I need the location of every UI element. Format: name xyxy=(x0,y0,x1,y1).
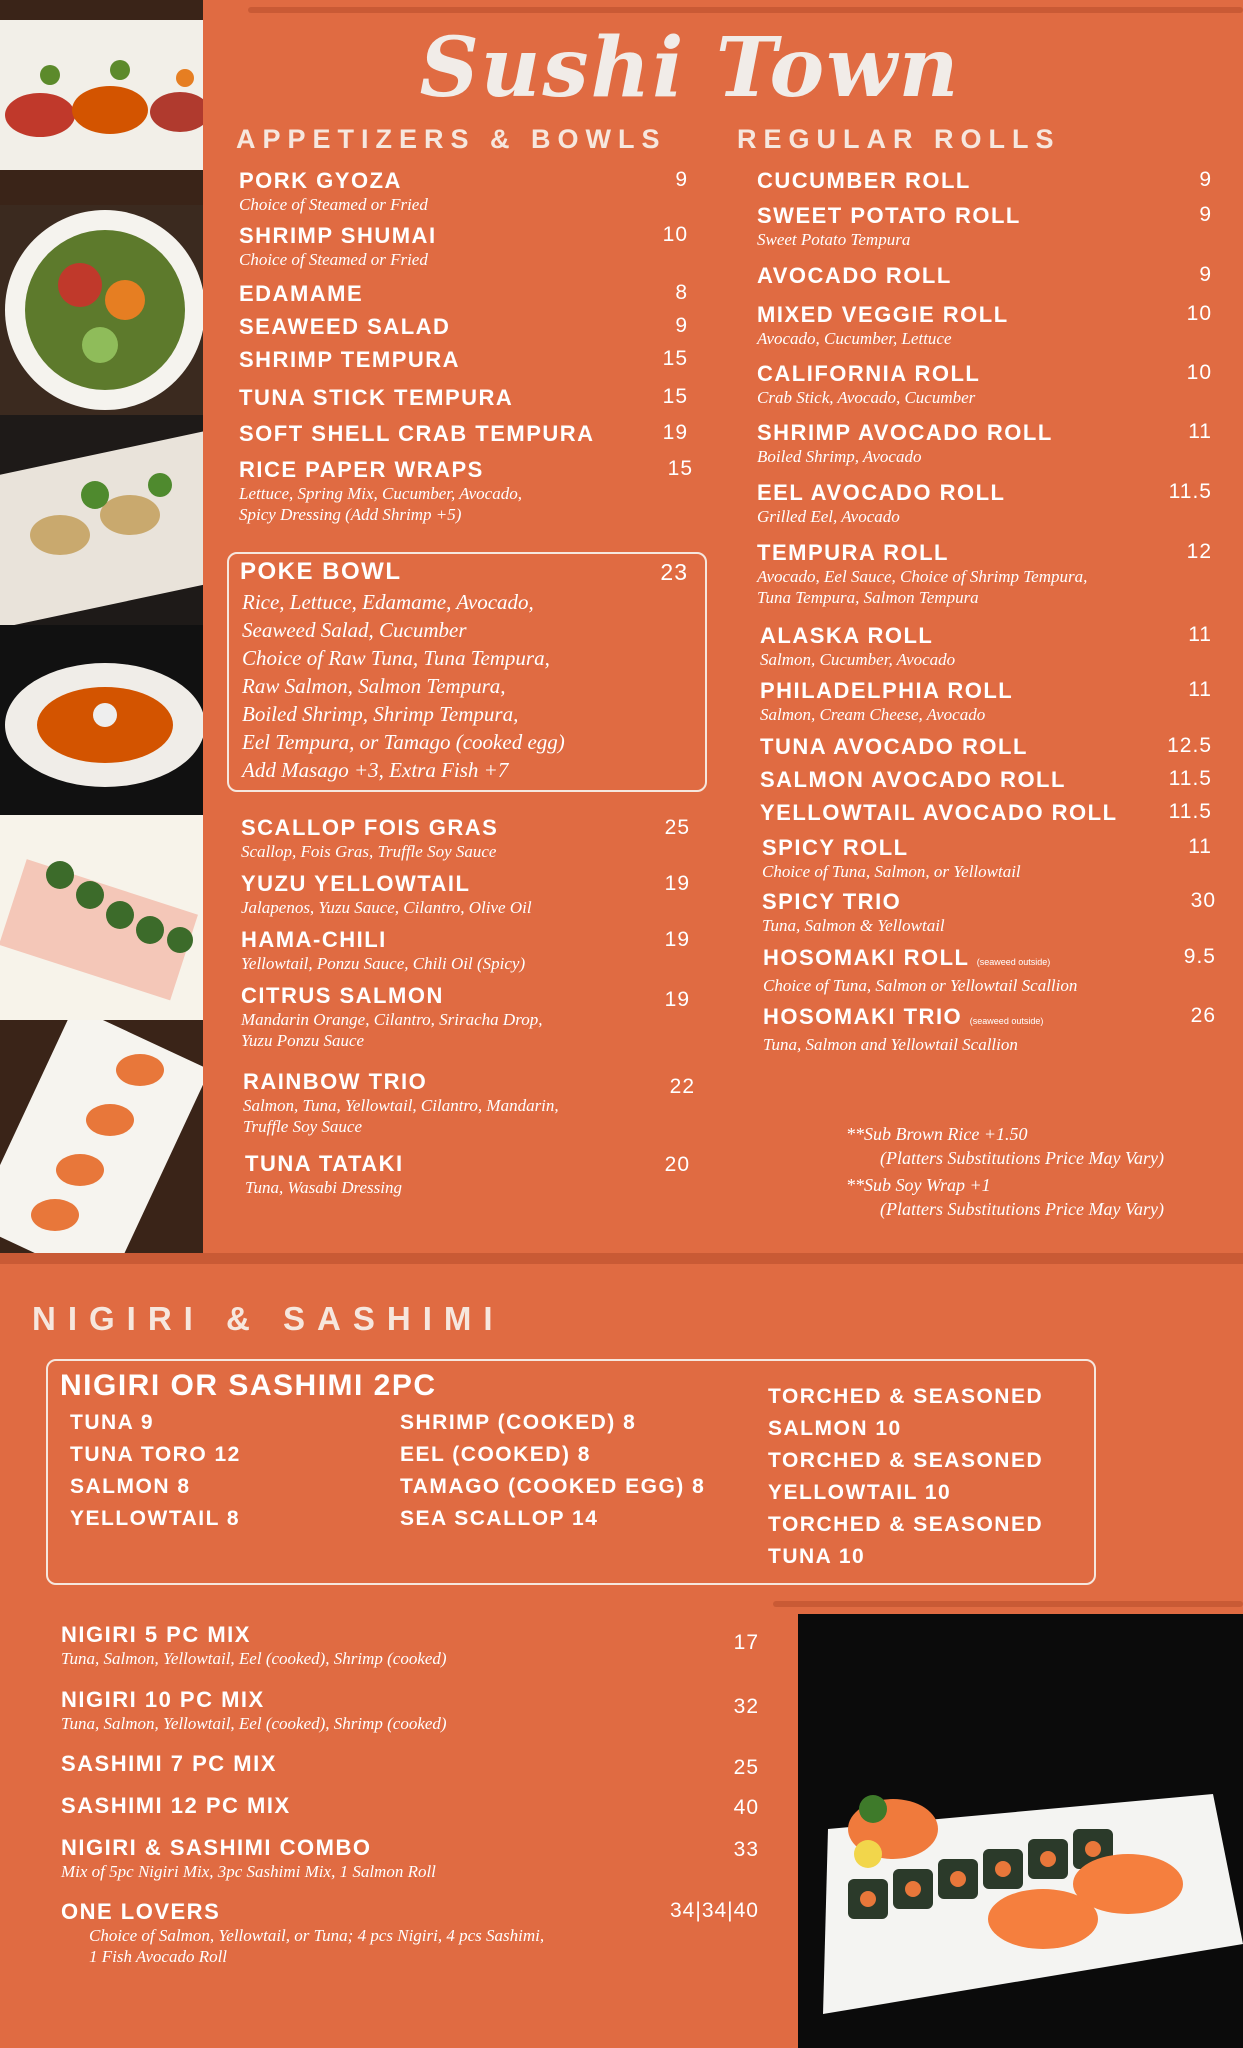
item-desc: Crab Stick, Avocado, Cucumber xyxy=(757,388,976,407)
menu-item xyxy=(760,734,1028,760)
item-price: 9 xyxy=(1199,263,1212,286)
item-desc: Boiled Shrimp, Avocado xyxy=(757,447,922,466)
item-name: TEMPURA ROLL xyxy=(757,540,949,565)
item-name: SCALLOP FOIS GRAS xyxy=(241,815,499,840)
item-name: SHRIMP SHUMAI xyxy=(239,223,437,248)
item-price: 32 xyxy=(733,1695,759,1718)
item-name: SOFT SHELL CRAB TEMPURA xyxy=(239,421,595,446)
item-note: (seaweed outside) xyxy=(969,1016,1044,1026)
sushi-platter-photo xyxy=(798,1614,1243,2048)
item-desc: Avocado, Cucumber, Lettuce xyxy=(757,329,952,348)
item-name: SHRIMP AVOCADO ROLL xyxy=(757,420,1053,445)
nigiri-item: SEA SCALLOP 14 xyxy=(400,1507,599,1530)
menu-item xyxy=(763,945,1213,996)
item-name: YELLOWTAIL AVOCADO ROLL xyxy=(760,800,1118,825)
item-desc: Tuna Tempura, Salmon Tempura xyxy=(757,588,979,607)
note-line: **Sub Brown Rice +1.50 xyxy=(846,1124,1028,1144)
item-name: SWEET POTATO ROLL xyxy=(757,203,1021,228)
item-name: SEAWEED SALAD xyxy=(239,314,451,339)
item-name: CUCUMBER ROLL xyxy=(757,168,971,193)
menu-item xyxy=(757,263,952,289)
item-name: TUNA TATAKI xyxy=(245,1151,404,1176)
item-price: 10 xyxy=(1186,361,1212,384)
item-desc: Choice of Tuna, Salmon or Yellowtail Scallion xyxy=(763,976,1078,995)
rolls-heading: REGULAR ROLLS xyxy=(737,124,1061,154)
item-desc: Jalapenos, Yuzu Sauce, Cilantro, Olive Oil xyxy=(241,898,532,917)
item-name xyxy=(763,1004,1213,1034)
item-desc: Sweet Potato Tempura xyxy=(757,230,911,249)
item-price: 34|34|40 xyxy=(670,1899,759,1922)
menu-item xyxy=(239,421,595,447)
nigiri-item: TUNA 9 xyxy=(70,1411,155,1434)
nigiri-item: EEL (COOKED) 8 xyxy=(400,1443,591,1466)
item-price: 12.5 xyxy=(1167,734,1212,757)
item-name: YUZU YELLOWTAIL xyxy=(241,871,471,896)
nigiri-item: TORCHED & SEASONED xyxy=(768,1513,1044,1536)
item-desc: Yuzu Ponzu Sauce xyxy=(241,1031,365,1050)
item-price: 33 xyxy=(733,1838,759,1861)
menu-item xyxy=(239,281,363,307)
menu-item xyxy=(762,889,1202,936)
nigiri-item: TORCHED & SEASONED xyxy=(768,1385,1044,1408)
menu-item xyxy=(757,302,1197,349)
item-name: SPICY TRIO xyxy=(762,889,902,914)
poke-bowl-photo xyxy=(0,205,203,415)
item-price: 10 xyxy=(1186,302,1212,325)
item-desc: Scallop, Fois Gras, Truffle Soy Sauce xyxy=(241,842,497,861)
poke-bowl-price: 23 xyxy=(660,559,688,585)
item-price: 19 xyxy=(664,988,690,1011)
item-price: 9 xyxy=(675,168,688,191)
item-price: 9 xyxy=(1199,168,1212,191)
menu-item xyxy=(757,420,1197,467)
restaurant-title: Sushi Town xyxy=(419,20,961,116)
photo-strip xyxy=(0,0,203,1254)
item-name-text: HOSOMAKI TRIO xyxy=(763,1004,963,1029)
item-price: 17 xyxy=(733,1631,759,1654)
item-price: 9 xyxy=(1199,203,1212,226)
ceviche-bowl-photo xyxy=(0,625,203,815)
salmon-nigiri-photo xyxy=(0,1020,203,1254)
note-line: (Platters Substitutions Price May Vary) xyxy=(880,1199,1164,1219)
item-price: 25 xyxy=(664,816,690,839)
item-name: NIGIRI & SASHIMI COMBO xyxy=(61,1835,372,1860)
menu-item xyxy=(61,1751,277,1777)
item-price: 20 xyxy=(664,1153,690,1176)
menu-item xyxy=(241,983,701,1051)
poke-line: Raw Salmon, Salmon Tempura, xyxy=(242,674,506,698)
menu-item xyxy=(239,168,689,215)
menu-item xyxy=(241,815,701,862)
menu-item xyxy=(239,314,450,340)
item-price: 11.5 xyxy=(1168,480,1212,503)
item-price: 15 xyxy=(662,385,688,408)
poke-line: Boiled Shrimp, Shrimp Tempura, xyxy=(242,702,519,726)
item-desc: Choice of Salmon, Yellowtail, or Tuna; 4 pcs Nigiri, 4 pcs Sashimi, xyxy=(89,1926,545,1945)
nigiri-item: YELLOWTAIL 10 xyxy=(768,1481,952,1504)
menu-item xyxy=(241,927,701,974)
item-price: 11 xyxy=(1188,420,1212,443)
item-price: 15 xyxy=(662,347,688,370)
nigiri-item: YELLOWTAIL 8 xyxy=(70,1507,241,1530)
poke-line: Choice of Raw Tuna, Tuna Tempura, xyxy=(242,646,550,670)
item-name: EDAMAME xyxy=(239,281,364,306)
item-name: AVOCADO ROLL xyxy=(757,263,952,288)
menu-item xyxy=(61,1899,701,1967)
item-name xyxy=(763,945,1213,975)
menu-item xyxy=(245,1151,705,1198)
item-name: SASHIMI 7 PC MIX xyxy=(61,1751,277,1776)
nigiri-item: SHRIMP (COOKED) 8 xyxy=(400,1411,637,1434)
menu-item xyxy=(241,871,701,918)
poke-line: Seaweed Salad, Cucumber xyxy=(242,618,467,642)
item-desc: Salmon, Cucumber, Avocado xyxy=(760,650,956,669)
item-desc: Spicy Dressing (Add Shrimp +5) xyxy=(239,505,462,524)
poke-line: Rice, Lettuce, Edamame, Avocado, xyxy=(242,590,534,614)
item-name: SPICY ROLL xyxy=(762,835,909,860)
item-desc: 1 Fish Avocado Roll xyxy=(89,1947,228,1966)
item-price: 25 xyxy=(733,1756,759,1779)
menu-item xyxy=(762,835,1202,882)
item-price: 30 xyxy=(1190,889,1216,912)
item-price: 11.5 xyxy=(1168,767,1212,790)
item-desc: Grilled Eel, Avocado xyxy=(757,507,900,526)
photo-accent-line xyxy=(773,1601,1243,1607)
item-desc: Tuna, Salmon & Yellowtail xyxy=(762,916,945,935)
item-price: 11.5 xyxy=(1168,800,1212,823)
item-price: 10 xyxy=(662,223,688,246)
menu-item xyxy=(760,678,1200,725)
item-desc: Choice of Steamed or Fried xyxy=(239,250,428,269)
nigiri-item: TAMAGO (COOKED EGG) 8 xyxy=(400,1475,706,1498)
menu-item xyxy=(757,361,1197,408)
item-name: SASHIMI 12 PC MIX xyxy=(61,1793,291,1818)
item-name: NIGIRI 10 PC MIX xyxy=(61,1687,265,1712)
menu-item xyxy=(61,1622,701,1669)
item-name: RICE PAPER WRAPS xyxy=(239,457,484,482)
menu-item xyxy=(757,203,1197,250)
menu-item xyxy=(61,1793,291,1819)
item-name: ALASKA ROLL xyxy=(760,623,934,648)
item-name: NIGIRI 5 PC MIX xyxy=(61,1622,251,1647)
item-name: SHRIMP TEMPURA xyxy=(239,347,461,372)
menu-item xyxy=(61,1835,701,1882)
item-name: CITRUS SALMON xyxy=(241,983,444,1008)
menu-item xyxy=(760,623,1200,670)
carpaccio-photo xyxy=(0,415,203,625)
item-name: PHILADELPHIA ROLL xyxy=(760,678,1014,703)
item-name: PORK GYOZA xyxy=(239,168,402,193)
nigiri-item: SALMON 10 xyxy=(768,1417,902,1440)
item-name-text: HOSOMAKI ROLL xyxy=(763,945,970,970)
item-price: 26 xyxy=(1190,1004,1216,1027)
nigiri-item: SALMON 8 xyxy=(70,1475,191,1498)
menu-item xyxy=(760,767,1066,793)
item-name: EEL AVOCADO ROLL xyxy=(757,480,1006,505)
item-name: RAINBOW TRIO xyxy=(243,1069,428,1094)
poke-bowl-name: POKE BOWL xyxy=(240,558,402,585)
item-price: 22 xyxy=(669,1075,695,1098)
note-line: (Platters Substitutions Price May Vary) xyxy=(880,1148,1164,1168)
menu-item xyxy=(757,480,1197,527)
item-price: 19 xyxy=(664,928,690,951)
item-price: 19 xyxy=(662,421,688,444)
menu-item xyxy=(239,223,689,270)
item-price: 11 xyxy=(1188,623,1212,646)
item-desc: Lettuce, Spring Mix, Cucumber, Avocado, xyxy=(239,484,522,503)
item-price: 11 xyxy=(1188,835,1212,858)
item-desc: Mandarin Orange, Cilantro, Sriracha Drop, xyxy=(241,1010,543,1029)
nigiri-item: TORCHED & SEASONED xyxy=(768,1449,1044,1472)
item-note: (seaweed outside) xyxy=(976,957,1051,967)
top-accent-line xyxy=(248,7,1243,13)
item-price: 11 xyxy=(1188,678,1212,701)
menu-item xyxy=(760,800,1118,826)
nigiri-box-title: NIGIRI OR SASHIMI 2PC xyxy=(60,1369,437,1402)
item-desc: Truffle Soy Sauce xyxy=(243,1117,362,1136)
item-desc: Yellowtail, Ponzu Sauce, Chili Oil (Spicy) xyxy=(241,954,526,973)
nigiri-item: TUNA TORO 12 xyxy=(70,1443,241,1466)
item-price: 40 xyxy=(733,1796,759,1819)
item-name: MIXED VEGGIE ROLL xyxy=(757,302,1009,327)
item-price: 12 xyxy=(1186,540,1212,563)
menu-item xyxy=(243,1069,703,1137)
menu-item xyxy=(757,540,1197,608)
yellowtail-jalapeno-photo xyxy=(0,815,203,1020)
item-desc: Tuna, Wasabi Dressing xyxy=(245,1178,402,1197)
item-desc: Salmon, Tuna, Yellowtail, Cilantro, Mandarin, xyxy=(243,1096,559,1115)
poke-line: Eel Tempura, or Tamago (cooked egg) xyxy=(242,730,565,754)
item-desc: Choice of Tuna, Salmon, or Yellowtail xyxy=(762,862,1021,881)
nigiri-item: TUNA 10 xyxy=(768,1545,866,1568)
item-price: 9.5 xyxy=(1183,945,1216,968)
menu-item xyxy=(61,1687,701,1734)
section-divider xyxy=(0,1253,1243,1264)
item-desc: Tuna, Salmon, Yellowtail, Eel (cooked), Shrimp (cooked) xyxy=(61,1714,447,1733)
nigiri-col-2 xyxy=(400,1407,705,1535)
item-desc: Tuna, Salmon, Yellowtail, Eel (cooked), Shrimp (cooked) xyxy=(61,1649,447,1668)
item-desc: Mix of 5pc Nigiri Mix, 3pc Sashimi Mix, 1 Salmon Roll xyxy=(61,1862,436,1881)
item-price: 8 xyxy=(675,281,688,304)
poke-bowl-description xyxy=(242,588,697,784)
item-desc: Avocado, Eel Sauce, Choice of Shrimp Tempura, xyxy=(757,567,1088,586)
menu-item xyxy=(239,347,460,373)
item-name: SALMON AVOCADO ROLL xyxy=(760,767,1066,792)
nigiri-col-1 xyxy=(70,1407,241,1535)
sashimi-plate-photo xyxy=(0,0,203,205)
note-line: **Sub Soy Wrap +1 xyxy=(846,1175,991,1195)
item-name: TUNA STICK TEMPURA xyxy=(239,385,514,410)
item-price: 15 xyxy=(667,457,693,480)
item-desc: Tuna, Salmon and Yellowtail Scallion xyxy=(763,1035,1018,1054)
item-name: ONE LOVERS xyxy=(61,1899,221,1924)
item-desc: Salmon, Cream Cheese, Avocado xyxy=(760,705,986,724)
menu-item xyxy=(757,168,1197,194)
item-price: 19 xyxy=(664,872,690,895)
item-name: TUNA AVOCADO ROLL xyxy=(760,734,1028,759)
item-name: CALIFORNIA ROLL xyxy=(757,361,981,386)
item-desc: Choice of Steamed or Fried xyxy=(239,195,428,214)
nigiri-col-3 xyxy=(768,1381,1043,1573)
appetizers-heading: APPETIZERS & BOWLS xyxy=(236,124,667,154)
item-name: HAMA-CHILI xyxy=(241,927,387,952)
menu-item xyxy=(763,1004,1213,1055)
item-price: 9 xyxy=(675,314,688,337)
poke-line: Add Masago +3, Extra Fish +7 xyxy=(242,758,509,782)
nigiri-heading: NIGIRI & SASHIMI xyxy=(32,1300,505,1337)
menu-item xyxy=(239,457,689,525)
menu-item xyxy=(239,385,513,411)
